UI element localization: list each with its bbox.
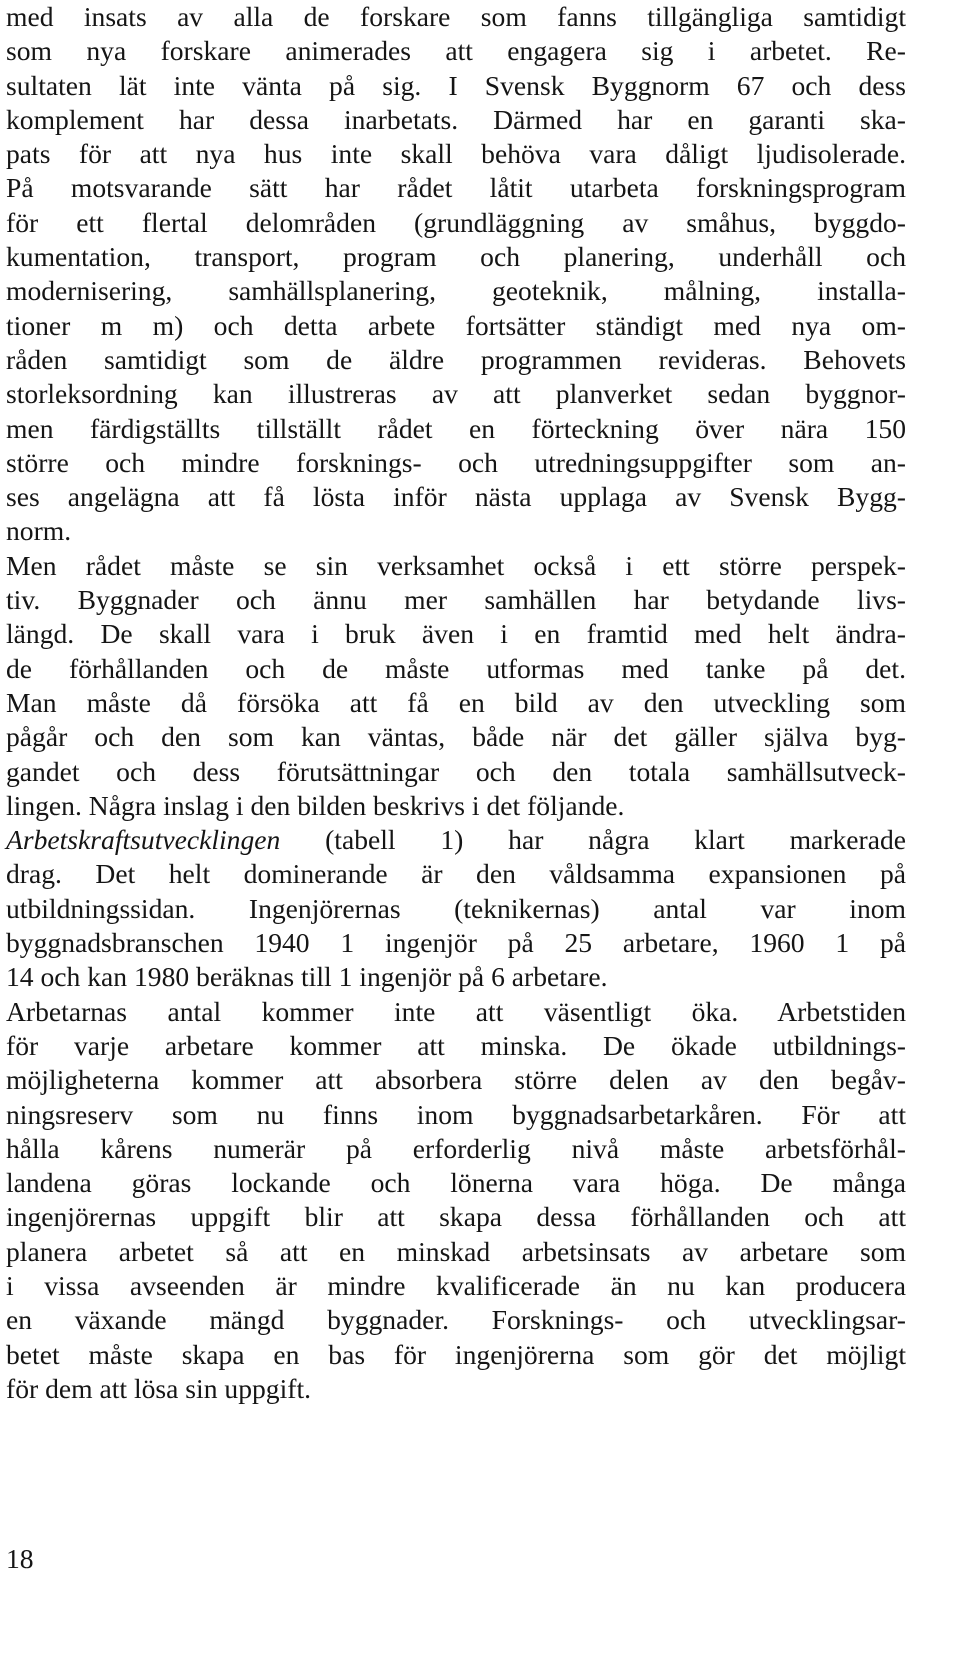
text-line: sultaten lät inte vänta på sig. I Svensk Byggnorm 67 och dess	[6, 69, 906, 101]
text-line: ningsreserv som nu finns inom byggnadsarbetarkåren. För att	[6, 1098, 906, 1130]
text-line-italic-lead	[6, 823, 906, 857]
text-line: pats för att nya hus inte skall behöva vara dåligt ljudisolerade.	[6, 138, 906, 170]
text-line: i vissa avseenden är mindre kvalificerade än nu kan producera	[6, 1269, 906, 1301]
text-line: för ett flertal delområden (grundläggning av småhus, byggdo-	[6, 206, 906, 238]
text-line: större och mindre forsknings- och utredningsuppgifter som an-	[6, 446, 906, 478]
page-number: 18	[6, 1543, 34, 1574]
text-line: möjligheterna kommer att absorbera större delen av den begåv-	[6, 1064, 906, 1096]
text-line: Man måste då försöka att få en bild av den utveckling som	[6, 686, 906, 718]
text-line: planera arbetet så att en minskad arbetsinsats av arbetare som	[6, 1235, 906, 1267]
text-line: råden samtidigt som de äldre programmen revideras. Behovets	[6, 343, 906, 375]
text-line: ses angelägna att få lösta inför nästa upplaga av Svensk Bygg-	[6, 481, 906, 513]
body-text	[6, 0, 906, 1406]
text-line: ingenjörernas uppgift blir att skapa dessa förhållanden och att	[6, 1201, 906, 1233]
text-line: men färdigställts tillställt rådet en förteckning över nära 150	[6, 412, 906, 444]
text-line: med insats av alla de forskare som fanns tillgängliga samtidigt	[6, 1, 906, 32]
text-line: en växande mängd byggnader. Forsknings- och utvecklingsar-	[6, 1304, 906, 1336]
text-line: de förhållanden och de måste utformas med tanke på det.	[6, 652, 906, 684]
text-line: gandet och dess förutsättningar och den totala samhällsutveck-	[6, 755, 906, 787]
text-line: byggnadsbranschen 1940 1 ingenjör på 25 arbetare, 1960 1 på	[6, 927, 906, 959]
text-line: komplement har dessa inarbetats. Därmed har en garanti ska-	[6, 103, 906, 135]
text-line: modernisering, samhällsplanering, geoteknik, målning, installa-	[6, 275, 906, 307]
text-line: På motsvarande sätt har rådet låtit utarbeta forskningsprogram	[6, 172, 906, 204]
text-line: tioner m m) och detta arbete fortsätter ständigt med nya om-	[6, 309, 906, 341]
text-line: för dem att lösa sin uppgift.	[6, 1372, 312, 1404]
text-line: lingen. Några inslag i den bilden beskrivs i det följande.	[6, 789, 625, 821]
text-line: som nya forskare animerades att engagera sig i arbetet. Re-	[6, 35, 906, 67]
text-line: betet måste skapa en bas för ingenjörerna som gör det möjligt	[6, 1338, 906, 1370]
text-line: pågår och den som kan väntas, både när det gäller själva byg-	[6, 721, 906, 753]
text-line: Arbetarnas antal kommer inte att väsentligt öka. Arbetstiden	[6, 995, 906, 1027]
text-line: hålla kårens numerär på erforderlig nivå måste arbetsförhål-	[6, 1132, 906, 1164]
italic-line-rest: (tabell 1) har några klart markerade	[280, 824, 906, 856]
text-line: längd. De skall vara i bruk även i en framtid med helt ändra-	[6, 618, 906, 650]
text-line: kumentation, transport, program och planering, underhåll och	[6, 241, 906, 273]
text-line: utbildningssidan. Ingenjörernas (teknikernas) antal var inom	[6, 892, 906, 924]
text-line: 14 och kan 1980 beräknas till 1 ingenjör på 6 arbetare.	[6, 961, 608, 993]
italic-term: Arbetskraftsutvecklingen	[6, 824, 281, 856]
text-line: för varje arbetare kommer att minska. De ökade utbildnings-	[6, 1029, 906, 1061]
text-line: norm.	[6, 515, 72, 547]
text-line: drag. Det helt dominerande är den våldsamma expansionen på	[6, 858, 906, 890]
text-line: tiv. Byggnader och ännu mer samhällen har betydande livs-	[6, 584, 906, 616]
text-line: storleksordning kan illustreras av att planverket sedan byggnor-	[6, 378, 906, 410]
text-line: Men rådet måste se sin verksamhet också i ett större perspek-	[6, 549, 906, 581]
text-line: landena göras lockande och lönerna vara höga. De många	[6, 1167, 906, 1199]
